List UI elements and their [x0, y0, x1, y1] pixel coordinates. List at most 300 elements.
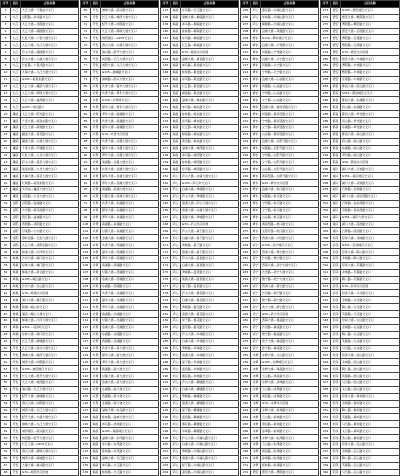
- cell-county: 彭泽: [331, 469, 341, 476]
- cell-name: 长江路—城东路交叉口: [181, 125, 239, 132]
- table-row: [241, 311, 319, 318]
- cell-county: 庐山: [171, 373, 181, 380]
- cell-name: 十里大道—前进东路交叉口: [21, 118, 79, 125]
- cell-name: 共青大道—西湖路交叉口: [101, 242, 159, 249]
- table-row: [81, 28, 159, 35]
- table-row: [241, 145, 319, 152]
- cell-no: 187: [161, 352, 171, 359]
- cell-name: 金湖大道—北湖路交叉口: [101, 324, 159, 331]
- table-row: [241, 331, 319, 338]
- table-row: [1, 7, 79, 14]
- cell-county: 武宁: [251, 255, 261, 262]
- cell-no: 292: [321, 138, 331, 145]
- cell-no: 25: [1, 173, 11, 180]
- cell-county: 武宁: [251, 290, 261, 297]
- cell-no: 177: [161, 283, 171, 290]
- cell-no: 131: [81, 435, 91, 442]
- cell-county: 共青: [91, 207, 101, 214]
- cell-county: 濂溪: [11, 187, 21, 194]
- cell-no: 308: [321, 249, 331, 256]
- cell-county: 开发: [11, 448, 21, 455]
- cell-name: 秀峰路—横塘路交叉口: [181, 393, 239, 400]
- cell-name: 宁州路—山谷路交叉口: [261, 90, 319, 97]
- cell-name: 都昌大道—矶山路交叉口: [341, 83, 400, 90]
- table-row: [161, 455, 239, 462]
- cell-county: 庐山: [171, 214, 181, 221]
- cell-county: 开发: [91, 76, 101, 83]
- cell-name: 桂林路—黄金路交叉口: [181, 69, 239, 76]
- cell-county: 共青: [91, 131, 101, 138]
- cell-no: 60: [1, 414, 11, 421]
- cell-county: 共青: [91, 90, 101, 97]
- cell-name: 永修大道—云山路交叉口: [261, 352, 319, 359]
- cell-county: 彭泽: [331, 242, 341, 249]
- cell-name: G225—市区路口: [21, 104, 79, 111]
- table-row: [321, 76, 400, 83]
- cell-name: 港城大道—城西大道交叉口: [21, 352, 79, 359]
- cell-county: 共青: [91, 152, 101, 159]
- cell-county: 共青: [91, 304, 101, 311]
- cell-no: 154: [161, 125, 171, 132]
- table-row: [321, 400, 400, 407]
- cell-county: 瑞昌: [171, 159, 181, 166]
- cell-name: 长江大道—新港路交叉口: [21, 125, 79, 132]
- cell-county: 彭泽: [331, 255, 341, 262]
- cell-name: 凤凰路—太阳升路交叉口: [261, 145, 319, 152]
- table-row: [241, 324, 319, 331]
- cell-name: 陶公路—定山路交叉口: [341, 455, 400, 462]
- cell-no: 141: [161, 35, 171, 42]
- cell-no: 69: [81, 7, 91, 14]
- table-row: [81, 442, 159, 449]
- cell-county: 湖口: [331, 193, 341, 200]
- table-row: [321, 118, 400, 125]
- table-row: [81, 63, 159, 70]
- header-county: 县区: [331, 1, 341, 8]
- table-row: [161, 276, 239, 283]
- table-row: [81, 159, 159, 166]
- cell-county: 庐山: [171, 290, 181, 297]
- table-row: [241, 359, 319, 366]
- table-row: [161, 187, 239, 194]
- cell-no: 117: [81, 338, 91, 345]
- table-row: [321, 379, 400, 386]
- cell-name: 南湖路—甘露大道交叉口: [101, 159, 159, 166]
- cell-no: 305: [321, 228, 331, 235]
- table-row: [1, 193, 79, 200]
- table-row: [161, 317, 239, 324]
- table-row: [321, 455, 400, 462]
- cell-name: 义宁路—黄庭坚路交叉口: [261, 125, 319, 132]
- cell-county: 彭泽: [331, 331, 341, 338]
- table-row: [241, 97, 319, 104]
- cell-county: 开发: [11, 345, 21, 352]
- cell-name: 九江大道—浔阳路交叉口: [21, 21, 79, 28]
- table-row: [81, 469, 159, 476]
- cell-county: 共青: [91, 359, 101, 366]
- cell-no: 128: [81, 414, 91, 421]
- table-row: [241, 173, 319, 180]
- cell-name: 马当路—定山路交叉口: [341, 469, 400, 476]
- table-row: [241, 228, 319, 235]
- cell-county: 庐山: [171, 207, 181, 214]
- cell-no: 142: [161, 42, 171, 49]
- cell-county: 彭泽: [331, 379, 341, 386]
- cell-no: 109: [81, 283, 91, 290]
- cell-name: 东湖路—南大道交叉口: [101, 386, 159, 393]
- cell-county: 彭泽: [331, 462, 341, 469]
- cell-county: 庐山: [171, 448, 181, 455]
- cell-county: 德安: [331, 63, 341, 70]
- cell-county: 浔阳: [11, 235, 21, 242]
- table-row: [321, 90, 400, 97]
- table-row: [321, 97, 400, 104]
- cell-name: 九江大道—城西路交叉口: [21, 379, 79, 386]
- table-row: [321, 28, 400, 35]
- cell-county: 湖口: [331, 207, 341, 214]
- table-row: [241, 166, 319, 173]
- table-row: [1, 152, 79, 159]
- table-row: [161, 83, 239, 90]
- cell-no: 323: [321, 352, 331, 359]
- cell-no: 210: [241, 42, 251, 49]
- cell-name: G70—柴桑出口匝道: [21, 290, 79, 297]
- header-name: 点位名称: [341, 1, 400, 8]
- table-row: [161, 200, 239, 207]
- cell-county: 永修: [251, 373, 261, 380]
- cell-county: 庐山: [171, 200, 181, 207]
- table-row: [161, 76, 239, 83]
- cell-no: 46: [1, 317, 11, 324]
- cell-county: 庐山: [171, 324, 181, 331]
- cell-county: 武宁: [251, 283, 261, 290]
- cell-no: 2: [1, 14, 11, 21]
- cell-county: 柴桑: [11, 262, 21, 269]
- cell-no: 34: [1, 235, 11, 242]
- table-row: [321, 131, 400, 138]
- cell-no: 260: [241, 386, 251, 393]
- table-row: [161, 448, 239, 455]
- cell-no: 320: [321, 331, 331, 338]
- cell-name: 西海大道—鲁溪路交叉口: [261, 317, 319, 324]
- cell-no: 121: [81, 366, 91, 373]
- table-row: [161, 338, 239, 345]
- cell-name: 陶公路—芙蓉路交叉口: [341, 276, 400, 283]
- table-row: [81, 249, 159, 256]
- table-row: [81, 42, 159, 49]
- header-county: 县区: [11, 1, 21, 8]
- cell-county: 瑞昌: [91, 442, 101, 449]
- table-row: [161, 373, 239, 380]
- cell-no: 174: [161, 262, 171, 269]
- table-row: [1, 21, 79, 28]
- cell-county: 开发: [11, 393, 21, 400]
- cell-name: 港城大道—九江大道交叉口: [21, 421, 79, 428]
- table-row: [1, 249, 79, 256]
- cell-county: 浔阳: [11, 200, 21, 207]
- cell-no: 216: [241, 83, 251, 90]
- cell-name: G70—瑞昌出口匝道: [181, 49, 239, 56]
- table-row: [241, 276, 319, 283]
- cell-no: 123: [81, 379, 91, 386]
- cell-county: 修水: [251, 49, 261, 56]
- cell-name: 白鹿大道—横塘路交叉口: [181, 386, 239, 393]
- cell-name: 赤乌路—棉麻路交叉口: [181, 21, 239, 28]
- cell-name: 城西大道—长江大道交叉口: [21, 407, 79, 414]
- cell-no: 113: [81, 311, 91, 318]
- cell-county: 柴桑: [11, 290, 21, 297]
- cell-name: 青年大道—南大道交叉口: [101, 359, 159, 366]
- cell-no: 45: [1, 311, 11, 318]
- cell-name: 南湖路—金湖大道交叉口: [101, 187, 159, 194]
- cell-name: 陶公路—浩山路交叉口: [341, 366, 400, 373]
- cell-county: 共青: [91, 187, 101, 194]
- cell-no: 87: [81, 131, 91, 138]
- cell-name: 湖口大道—石钟路交叉口: [341, 166, 400, 173]
- cell-county: 都昌: [331, 97, 341, 104]
- cell-county: 濂溪: [11, 152, 21, 159]
- cell-no: 271: [241, 462, 251, 469]
- cell-no: 223: [241, 131, 251, 138]
- cell-no: 54: [1, 373, 11, 380]
- cell-county: 开发: [11, 366, 21, 373]
- table-row: [321, 290, 400, 297]
- cell-county: 共青: [91, 138, 101, 145]
- table-row: [81, 173, 159, 180]
- cell-name: 西海大道—豫宁路交叉口: [261, 249, 319, 256]
- cell-name: 义宁路—杭口路交叉口: [261, 207, 319, 214]
- cell-county: 共青: [91, 297, 101, 304]
- cell-name: 东林大道—城门路交叉口: [21, 262, 79, 269]
- cell-county: 彭泽: [331, 386, 341, 393]
- cell-no: 248: [241, 304, 251, 311]
- cell-name: 太阳升路—杭口路交叉口: [261, 228, 319, 235]
- table-row: [81, 152, 159, 159]
- cell-no: 3: [1, 21, 11, 28]
- cell-name: 桂林路—城东路交叉口: [181, 111, 239, 118]
- cell-no: 258: [241, 373, 251, 380]
- cell-name: 都昌大道—东湖路交叉口: [341, 97, 400, 104]
- cell-county: 共青: [91, 393, 101, 400]
- cell-no: 147: [161, 76, 171, 83]
- cell-name: 青年大道—西湖路交叉口: [101, 255, 159, 262]
- cell-no: 229: [241, 173, 251, 180]
- cell-name: 长城路—前进东路交叉口: [21, 180, 79, 187]
- cell-no: 300: [321, 193, 331, 200]
- table-row: [161, 63, 239, 70]
- table-row: [241, 152, 319, 159]
- cell-county: 瑞昌: [171, 118, 181, 125]
- table-row: [1, 221, 79, 228]
- cell-name: 宝塔路—丰林路交叉口: [341, 76, 400, 83]
- cell-name: 九江大道—福州路交叉口: [21, 97, 79, 104]
- cell-county: 开发: [11, 407, 21, 414]
- cell-name: G316—修水城区交叉口: [261, 35, 319, 42]
- table-row: [241, 393, 319, 400]
- cell-name: 龙城路—黄岭路交叉口: [341, 400, 400, 407]
- cell-no: 55: [1, 379, 11, 386]
- cell-county: 浔阳: [11, 242, 21, 249]
- cell-name: 青年大道—甘露大道交叉口: [101, 152, 159, 159]
- cell-no: 8: [1, 56, 11, 63]
- cell-no: 329: [321, 393, 331, 400]
- table-row: [161, 242, 239, 249]
- cell-name: G105—庐山市交叉口: [181, 180, 239, 187]
- cell-no: 151: [161, 104, 171, 111]
- cell-county: 永修: [251, 379, 261, 386]
- cell-name: 庐山大道—星子路交叉口: [181, 228, 239, 235]
- table-row: [161, 90, 239, 97]
- cell-county: 庐山: [171, 345, 181, 352]
- cell-no: 332: [321, 414, 331, 421]
- cell-no: 5: [1, 35, 11, 42]
- cell-no: 91: [81, 159, 91, 166]
- table-row: [1, 317, 79, 324]
- cell-name: G105—永修城区交叉口: [261, 359, 319, 366]
- cell-name: 九江大道—港城大道交叉口: [101, 28, 159, 35]
- cell-no: 204: [161, 469, 171, 476]
- cell-no: 56: [1, 386, 11, 393]
- cell-name: 火车站—濂溪大道交叉口: [21, 187, 79, 194]
- cell-county: 修水: [251, 159, 261, 166]
- table-row: [241, 414, 319, 421]
- cell-county: 瑞昌: [171, 83, 181, 90]
- cell-no: 98: [81, 207, 91, 214]
- cell-name: 青年大道—北湖路交叉口: [101, 304, 159, 311]
- table-row: [241, 56, 319, 63]
- cell-no: 124: [81, 386, 91, 393]
- cell-name: 芙蓉路—黄岭路交叉口: [341, 414, 400, 421]
- cell-name: 彭泽大道—黄岭路交叉口: [341, 393, 400, 400]
- cell-name: 豫宁路—武宁大道交叉口: [261, 276, 319, 283]
- cell-name: 义宁路—山谷路交叉口: [261, 97, 319, 104]
- cell-name: G316—武宁城区交叉口: [261, 242, 319, 249]
- table-row: [241, 386, 319, 393]
- table-row: [321, 414, 400, 421]
- cell-name: 西湖路—北湖路交叉口: [101, 338, 159, 345]
- cell-name: 龙城路—马当路交叉口: [341, 297, 400, 304]
- table-row: [1, 455, 79, 462]
- table-row: [81, 235, 159, 242]
- cell-county: 瑞昌: [91, 448, 101, 455]
- table-row: [81, 393, 159, 400]
- cell-county: 武宁: [251, 297, 261, 304]
- cell-no: 40: [1, 276, 11, 283]
- cell-no: 238: [241, 235, 251, 242]
- cell-name: 星子路—蓼花路交叉口: [181, 317, 239, 324]
- cell-county: 修水: [251, 28, 261, 35]
- cell-county: 开发: [11, 379, 21, 386]
- cell-county: 开发: [11, 455, 21, 462]
- cell-no: 65: [1, 448, 11, 455]
- table-row: [1, 428, 79, 435]
- table-row: [81, 69, 159, 76]
- cell-county: 庐山: [171, 317, 181, 324]
- table-row: [321, 442, 400, 449]
- cell-county: 彭泽: [331, 442, 341, 449]
- point-table: [0, 0, 79, 476]
- cell-county: 濂溪: [11, 180, 21, 187]
- cell-county: 九江: [11, 69, 21, 76]
- cell-name: 陶公路—太白路交叉口: [341, 331, 400, 338]
- cell-name: 向阳路—经开大道交叉口: [21, 435, 79, 442]
- table-row: [81, 448, 159, 455]
- cell-no: 78: [81, 69, 91, 76]
- table-row: [321, 35, 400, 42]
- cell-no: 115: [81, 324, 91, 331]
- cell-name: 赤乌路—长江路交叉口: [101, 462, 159, 469]
- table-row: [241, 428, 319, 435]
- cell-name: 青年大道—金湖大道交叉口: [101, 180, 159, 187]
- cell-name: 富华大道—西湖路交叉口: [101, 249, 159, 256]
- cell-name: 黄金路—城东路交叉口: [181, 138, 239, 145]
- cell-name: 沙田路—豫宁路交叉口: [261, 255, 319, 262]
- table-row: [241, 242, 319, 249]
- cell-no: 254: [241, 345, 251, 352]
- table-row: [241, 118, 319, 125]
- cell-no: 268: [241, 442, 251, 449]
- header-name: 点位名称: [181, 1, 239, 8]
- cell-name: G105—瑞昌城区交叉口: [101, 428, 159, 435]
- cell-no: 77: [81, 63, 91, 70]
- table-row: [321, 49, 400, 56]
- table-row: [161, 366, 239, 373]
- cell-county: 德安: [331, 49, 341, 56]
- cell-county: 修水: [251, 138, 261, 145]
- table-row: [321, 435, 400, 442]
- cell-no: 202: [161, 455, 171, 462]
- cell-county: 开发: [91, 42, 101, 49]
- table-row: [81, 187, 159, 194]
- cell-name: 北湖路—南大道交叉口: [101, 400, 159, 407]
- cell-name: 浔阳路—双井路交叉口: [21, 14, 79, 21]
- table-row: [241, 352, 319, 359]
- table-row: [161, 49, 239, 56]
- cell-name: 博阳路—丰林路交叉口: [341, 63, 400, 70]
- cell-name: 南康大道—庐山大道交叉口: [181, 200, 239, 207]
- cell-county: 共青: [91, 386, 101, 393]
- cell-no: 161: [161, 173, 171, 180]
- cell-county: 共青: [91, 311, 101, 318]
- cell-no: 29: [1, 200, 11, 207]
- table-row: [81, 407, 159, 414]
- cell-county: 修水: [251, 69, 261, 76]
- cell-county: 彭泽: [331, 249, 341, 256]
- cell-name: 甘露大道—南大道交叉口: [101, 373, 159, 380]
- cell-name: 蓼花路—横塘路交叉口: [181, 421, 239, 428]
- cell-name: 甘露大道—东湖路交叉口: [101, 228, 159, 235]
- point-table: [160, 0, 239, 476]
- cell-county: 湖口: [331, 166, 341, 173]
- table-row: [241, 138, 319, 145]
- cell-no: 74: [81, 42, 91, 49]
- cell-name: 经开大道—港城路交叉口: [21, 393, 79, 400]
- cell-county: 瑞昌: [91, 428, 101, 435]
- table-row: [1, 469, 79, 476]
- cell-no: 105: [81, 255, 91, 262]
- cell-no: 326: [321, 373, 331, 380]
- table-row: [161, 359, 239, 366]
- cell-county: 庐山: [171, 228, 181, 235]
- cell-name: 棉麻路—城东路交叉口: [181, 131, 239, 138]
- cell-no: 253: [241, 338, 251, 345]
- cell-no: 339: [321, 462, 331, 469]
- table-row: [161, 462, 239, 469]
- cell-name: 彭泽大道—陶公路交叉口: [341, 249, 400, 256]
- cell-county: 彭泽: [331, 448, 341, 455]
- cell-no: 106: [81, 262, 91, 269]
- cell-no: 33: [1, 228, 11, 235]
